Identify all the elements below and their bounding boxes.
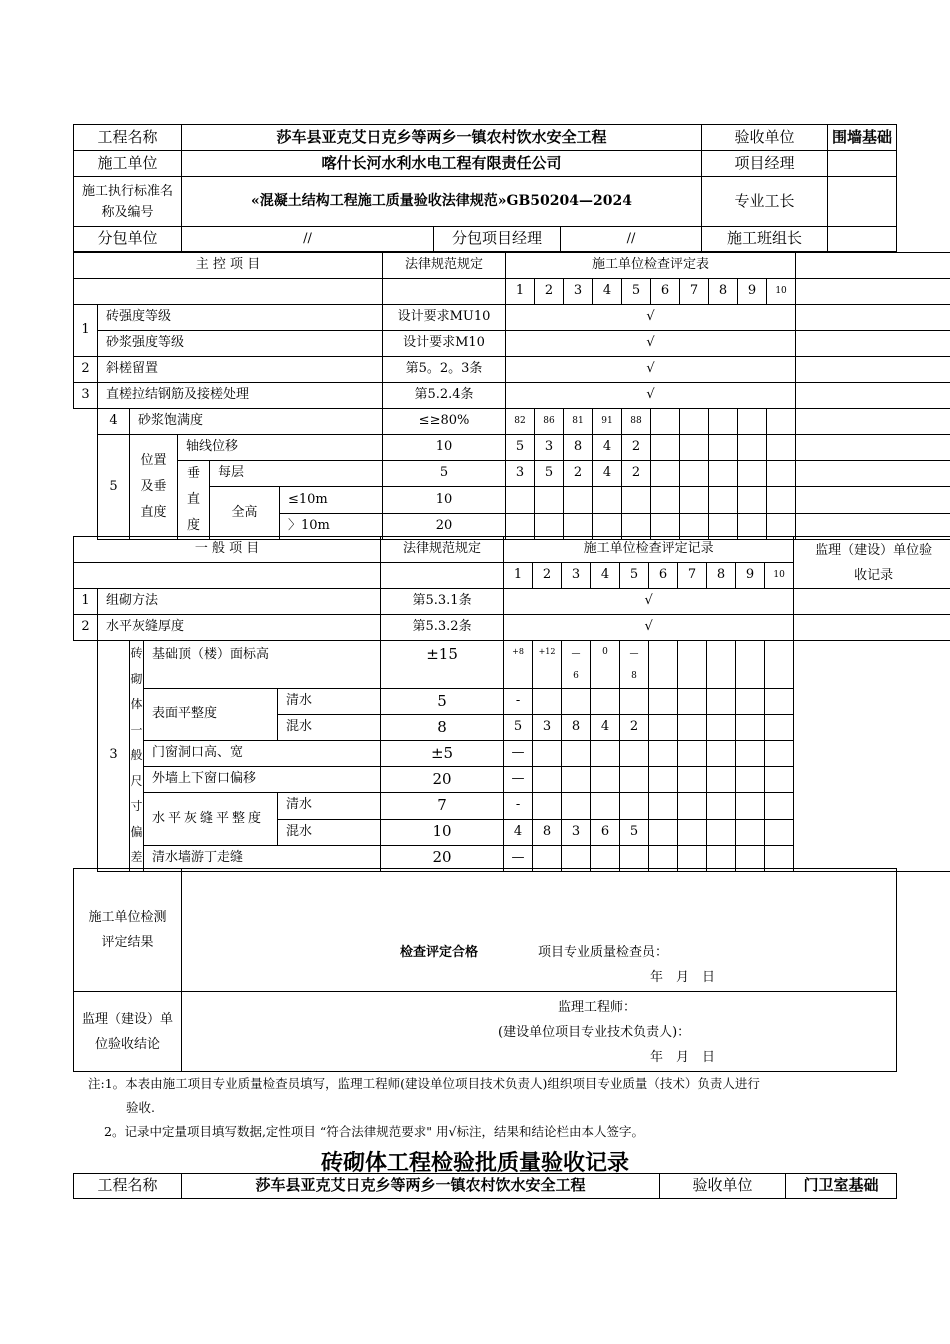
empty-cell — [767, 487, 796, 514]
empty-cell — [591, 741, 620, 767]
door-spec: ±5 — [381, 741, 504, 767]
val: 3 — [535, 435, 564, 461]
col-10: 10 — [765, 563, 794, 589]
empty-cell — [562, 741, 591, 767]
gen-blank — [74, 563, 381, 589]
empty-cell — [74, 409, 98, 435]
val: — — [629, 648, 639, 659]
empty-cell — [736, 715, 765, 741]
empty-cell — [593, 487, 622, 514]
flat-mix-spec: 8 — [381, 715, 504, 741]
main-control-table — [73, 252, 950, 540]
empty-cell — [709, 409, 738, 435]
val: 3 — [506, 461, 535, 487]
val: 8 — [562, 715, 591, 741]
val: 5 — [504, 715, 533, 741]
empty-cell — [562, 767, 591, 793]
row-result: √ — [506, 305, 796, 331]
win-name: 外墙上下窗口偏移 — [144, 767, 381, 793]
notes — [88, 1072, 888, 1144]
row-no: 3 — [74, 383, 98, 409]
val: 8 — [564, 435, 593, 461]
empty-cell — [622, 487, 651, 514]
col-7: 7 — [680, 279, 709, 305]
second-accept-unit-label: 验收单位 — [660, 1174, 786, 1199]
pm-value — [828, 151, 897, 177]
col-10: 10 — [767, 279, 796, 305]
empty-cell — [678, 689, 707, 715]
gen-row-result: √ — [504, 589, 794, 615]
empty-cell — [709, 461, 738, 487]
supervision-owner: (建设单位项目专业技术负责人)： — [498, 1025, 691, 1040]
main-spec-label: 法律规范规定 — [383, 253, 506, 279]
empty-cell — [562, 689, 591, 715]
empty-cell — [767, 435, 796, 461]
sub-unit-label: 分包单位 — [74, 227, 182, 252]
gen-spec-label: 法律规范规定 — [381, 537, 504, 563]
val: 81 — [564, 409, 593, 435]
empty-cell — [74, 641, 98, 872]
val: 6 — [573, 670, 579, 681]
accept-unit-label: 验收单位 — [702, 125, 828, 151]
gen-r3-no: 3 — [98, 641, 130, 872]
val: 86 — [535, 409, 564, 435]
empty-cell — [767, 409, 796, 435]
r5-le10-spec: 10 — [383, 487, 506, 514]
gen-check-label: 施工单位检查评定记录 — [504, 537, 794, 563]
row-spec: 设计要求M10 — [383, 331, 506, 357]
empty-cell — [651, 435, 680, 461]
empty-cell — [736, 767, 765, 793]
empty-cell — [680, 461, 709, 487]
empty-cell — [796, 435, 950, 461]
empty-cell — [738, 409, 767, 435]
team-leader-value — [828, 227, 897, 252]
main-check-label: 施工单位检查评定表 — [506, 253, 796, 279]
row-no: 4 — [98, 409, 130, 435]
val: 4 — [591, 715, 620, 741]
result-verdict: 检查评定合格 — [400, 945, 479, 960]
accept-unit: 围墙基础 — [828, 125, 897, 151]
result-date: 年 月 日 — [650, 970, 716, 985]
flat-clear-spec: 5 — [381, 689, 504, 715]
note-1b: 验收. — [126, 1100, 155, 1115]
col-8: 8 — [707, 563, 736, 589]
col-9: 9 — [738, 279, 767, 305]
empty-cell — [620, 741, 649, 767]
empty-cell — [620, 767, 649, 793]
val: 2 — [622, 461, 651, 487]
col-9: 9 — [736, 563, 765, 589]
empty-cell — [680, 409, 709, 435]
r5-total: 全高 — [210, 487, 280, 540]
val: 5 — [506, 435, 535, 461]
col-2: 2 — [535, 279, 564, 305]
val: — — [504, 741, 533, 767]
empty-cell — [736, 819, 765, 845]
flat-mix: 混水 — [278, 715, 381, 741]
empty-cell — [738, 487, 767, 514]
row-spec: 第5.2.4条 — [383, 383, 506, 409]
empty-cell — [707, 641, 736, 689]
empty-cell — [794, 641, 950, 872]
flat-name: 表面平整度 — [144, 689, 278, 741]
empty-cell — [796, 357, 950, 383]
empty-cell — [707, 715, 736, 741]
gen-row-no: 1 — [74, 589, 98, 615]
main-items-label: 主 控 项 目 — [74, 253, 383, 279]
val: 0 — [591, 641, 620, 689]
base-spec: ±15 — [381, 641, 504, 689]
empty-cell — [678, 641, 707, 689]
gen-row-spec: 第5.3.2条 — [381, 615, 504, 641]
r5-group: 位置及垂直度 — [130, 435, 178, 540]
empty-cell — [765, 641, 794, 689]
empty-cell — [74, 435, 98, 540]
val: 4 — [504, 819, 533, 845]
empty-cell — [535, 487, 564, 514]
row-result: √ — [506, 383, 796, 409]
val: +12 — [533, 641, 562, 689]
val: 4 — [593, 435, 622, 461]
empty-cell — [765, 793, 794, 819]
result-table — [73, 868, 897, 1072]
empty-cell — [680, 435, 709, 461]
r5-vert: 垂直度 — [178, 461, 210, 540]
second-header-table — [73, 1173, 897, 1199]
val: 8 — [533, 819, 562, 845]
empty-cell — [591, 767, 620, 793]
val: 2 — [620, 715, 649, 741]
standard: «混凝土结构工程施工质量验收法律规范»GB50204—2024 — [182, 177, 702, 227]
val: 3 — [533, 715, 562, 741]
empty-cell — [591, 793, 620, 819]
col-7: 7 — [678, 563, 707, 589]
second-accept-unit: 门卫室基础 — [786, 1174, 897, 1199]
result-inspector: 项目专业质量检查员： — [538, 945, 669, 960]
hj-clear: 清水 — [278, 793, 381, 819]
empty-cell — [794, 589, 950, 615]
empty-cell — [796, 331, 950, 357]
gen-row-name: 组砌方法 — [98, 589, 381, 615]
door-name: 门窗洞口高、宽 — [144, 741, 381, 767]
empty-cell — [765, 741, 794, 767]
col-8: 8 — [709, 279, 738, 305]
empty-cell — [678, 793, 707, 819]
gen-row-no: 2 — [74, 615, 98, 641]
row-name: 直槎拉结钢筋及接槎处理 — [98, 383, 383, 409]
supervision-engineer: 监理工程师： — [558, 1000, 637, 1015]
val: +8 — [504, 641, 533, 689]
foreman-value — [828, 177, 897, 227]
pm-label: 项目经理 — [702, 151, 828, 177]
second-form-title: 砖砌体工程检验批质量验收记录 — [320, 1151, 629, 1176]
standard-label: 施工执行标准名称及编号 — [74, 177, 182, 227]
win-spec: 20 — [381, 767, 504, 793]
empty-cell — [765, 715, 794, 741]
construct-unit: 喀什长河水利水电工程有限责任公司 — [182, 151, 702, 177]
empty-cell — [765, 767, 794, 793]
val: 6 — [591, 819, 620, 845]
project-name-label: 工程名称 — [74, 125, 182, 151]
gen-row-name: 水平灰缝厚度 — [98, 615, 381, 641]
empty-cell — [649, 641, 678, 689]
empty-cell — [680, 487, 709, 514]
empty-cell — [649, 767, 678, 793]
empty-cell — [591, 689, 620, 715]
empty-cell — [736, 689, 765, 715]
empty-cell — [564, 487, 593, 514]
val: 4 — [593, 461, 622, 487]
empty-cell — [796, 461, 950, 487]
empty-cell — [707, 689, 736, 715]
val: - — [504, 689, 533, 715]
empty-cell — [562, 793, 591, 819]
empty-cell — [649, 793, 678, 819]
col-1: 1 — [504, 563, 533, 589]
empty-cell — [651, 487, 680, 514]
empty-cell — [796, 305, 950, 331]
empty-cell — [678, 741, 707, 767]
row-name: 砂浆饱满度 — [130, 409, 383, 435]
col-3: 3 — [564, 279, 593, 305]
empty-cell — [738, 461, 767, 487]
empty-cell — [765, 819, 794, 845]
empty-cell — [709, 435, 738, 461]
val: 91 — [593, 409, 622, 435]
row-result: √ — [506, 357, 796, 383]
sub-pm-label: 分包项目经理 — [434, 227, 561, 252]
col-3: 3 — [562, 563, 591, 589]
empty-cell — [767, 461, 796, 487]
val: — — [571, 648, 581, 659]
empty-cell — [707, 819, 736, 845]
empty-cell — [707, 793, 736, 819]
empty-cell — [709, 487, 738, 514]
row-no: 1 — [74, 305, 98, 357]
col-2: 2 — [533, 563, 562, 589]
val: — — [504, 767, 533, 793]
empty-cell — [620, 689, 649, 715]
gen-spec-blank — [381, 563, 504, 589]
hj-clear-spec: 7 — [381, 793, 504, 819]
r5-gt10-spec: 20 — [383, 514, 506, 540]
gen-row-result: √ — [504, 615, 794, 641]
empty-cell — [506, 487, 535, 514]
sub-pm: // — [561, 227, 702, 252]
main-blank — [74, 279, 383, 305]
second-project-name-label: 工程名称 — [74, 1174, 182, 1199]
col-6: 6 — [649, 563, 678, 589]
empty-cell — [620, 793, 649, 819]
r5-gt10-name: 〉10m — [280, 514, 383, 540]
hj-mix: 混水 — [278, 819, 381, 845]
hj-mix-spec: 10 — [381, 819, 504, 845]
row-spec: 第5。2。3条 — [383, 357, 506, 383]
r5-no: 5 — [98, 435, 130, 540]
col-1: 1 — [506, 279, 535, 305]
gen-items-label: 一 般 项 目 — [74, 537, 381, 563]
flat-clear: 清水 — [278, 689, 381, 715]
row-spec: ≤≥80% — [383, 409, 506, 435]
empty-cell — [796, 279, 950, 305]
empty-cell — [533, 767, 562, 793]
empty-cell — [736, 741, 765, 767]
empty-cell — [736, 641, 765, 689]
col-5: 5 — [622, 279, 651, 305]
row-name: 斜槎留置 — [98, 357, 383, 383]
gen-row-spec: 第5.3.1条 — [381, 589, 504, 615]
qs-name: 清水墙游丁走缝 — [144, 845, 381, 871]
val: 88 — [622, 409, 651, 435]
qs-spec: 20 — [381, 845, 504, 871]
row-no: 2 — [74, 357, 98, 383]
base-name: 基础顶（楼）面标高 — [144, 641, 381, 689]
val: 82 — [506, 409, 535, 435]
row-result: √ — [506, 331, 796, 357]
project-name: 莎车县亚克艾日克乡等两乡一镇农村饮水安全工程 — [182, 125, 702, 151]
row-name: 砖强度等级 — [98, 305, 383, 331]
sub-unit: // — [182, 227, 434, 252]
gen-r3-group: 砖砌体一般尺寸偏差 — [130, 641, 144, 872]
val: 2 — [564, 461, 593, 487]
empty-cell — [796, 409, 950, 435]
hj-name: 水平灰缝平整度 — [144, 793, 278, 845]
supervision-label: 监理（建设）单位验收结论 — [74, 992, 182, 1072]
empty-cell — [678, 767, 707, 793]
empty-cell — [796, 383, 950, 409]
val: 5 — [620, 819, 649, 845]
empty-cell — [736, 793, 765, 819]
val: 5 — [535, 461, 564, 487]
col-4: 4 — [591, 563, 620, 589]
r5-floor-spec: 5 — [383, 461, 506, 487]
empty-cell — [678, 715, 707, 741]
construct-unit-label: 施工单位 — [74, 151, 182, 177]
empty-cell — [794, 615, 950, 641]
main-sup-empty — [796, 253, 950, 279]
empty-cell — [533, 741, 562, 767]
col-4: 4 — [593, 279, 622, 305]
empty-cell — [707, 767, 736, 793]
empty-cell — [533, 689, 562, 715]
col-5: 5 — [620, 563, 649, 589]
note-1a: 注:1。本表由施工项目专业质量检查员填写，监理工程师(建设单位项目技术负责人)组织项目专业质量（技术）负责人进行 — [88, 1076, 760, 1091]
empty-cell — [707, 741, 736, 767]
empty-cell — [649, 819, 678, 845]
second-project-name: 莎车县亚克艾日克乡等两乡一镇农村饮水安全工程 — [182, 1174, 660, 1199]
result-label: 施工单位检测评定结果 — [74, 869, 182, 992]
r5-axis-spec: 10 — [383, 435, 506, 461]
supervision-date: 年 月 日 — [650, 1050, 716, 1065]
empty-cell — [765, 689, 794, 715]
row-name: 砂浆强度等级 — [98, 331, 383, 357]
empty-cell — [649, 689, 678, 715]
main-spec-blank — [383, 279, 506, 305]
foreman-label: 专业工长 — [702, 177, 828, 227]
val: - — [504, 793, 533, 819]
empty-cell — [651, 409, 680, 435]
header-table — [73, 124, 897, 252]
empty-cell — [649, 715, 678, 741]
r5-le10-name: ≤10m — [280, 487, 383, 514]
empty-cell — [649, 741, 678, 767]
col-6: 6 — [651, 279, 680, 305]
empty-cell — [533, 793, 562, 819]
r5-floor-name: 每层 — [210, 461, 383, 487]
val: — — [504, 845, 533, 871]
row-spec: 设计要求MU10 — [383, 305, 506, 331]
empty-cell — [678, 819, 707, 845]
empty-cell — [651, 461, 680, 487]
val: 8 — [631, 670, 637, 681]
empty-cell — [796, 487, 950, 514]
gen-sup-label: 监理（建设）单位验收记录 — [794, 537, 950, 589]
general-items-table — [73, 536, 950, 872]
r5-axis-name: 轴线位移 — [178, 435, 383, 461]
val: 3 — [562, 819, 591, 845]
note-2: 2。记录中定量项目填写数据,定性项目 “符合法律规范要求" 用√标注，结果和结论栏由本人签字。 — [104, 1124, 644, 1139]
val: 2 — [622, 435, 651, 461]
empty-cell — [738, 435, 767, 461]
team-leader-label: 施工班组长 — [702, 227, 828, 252]
